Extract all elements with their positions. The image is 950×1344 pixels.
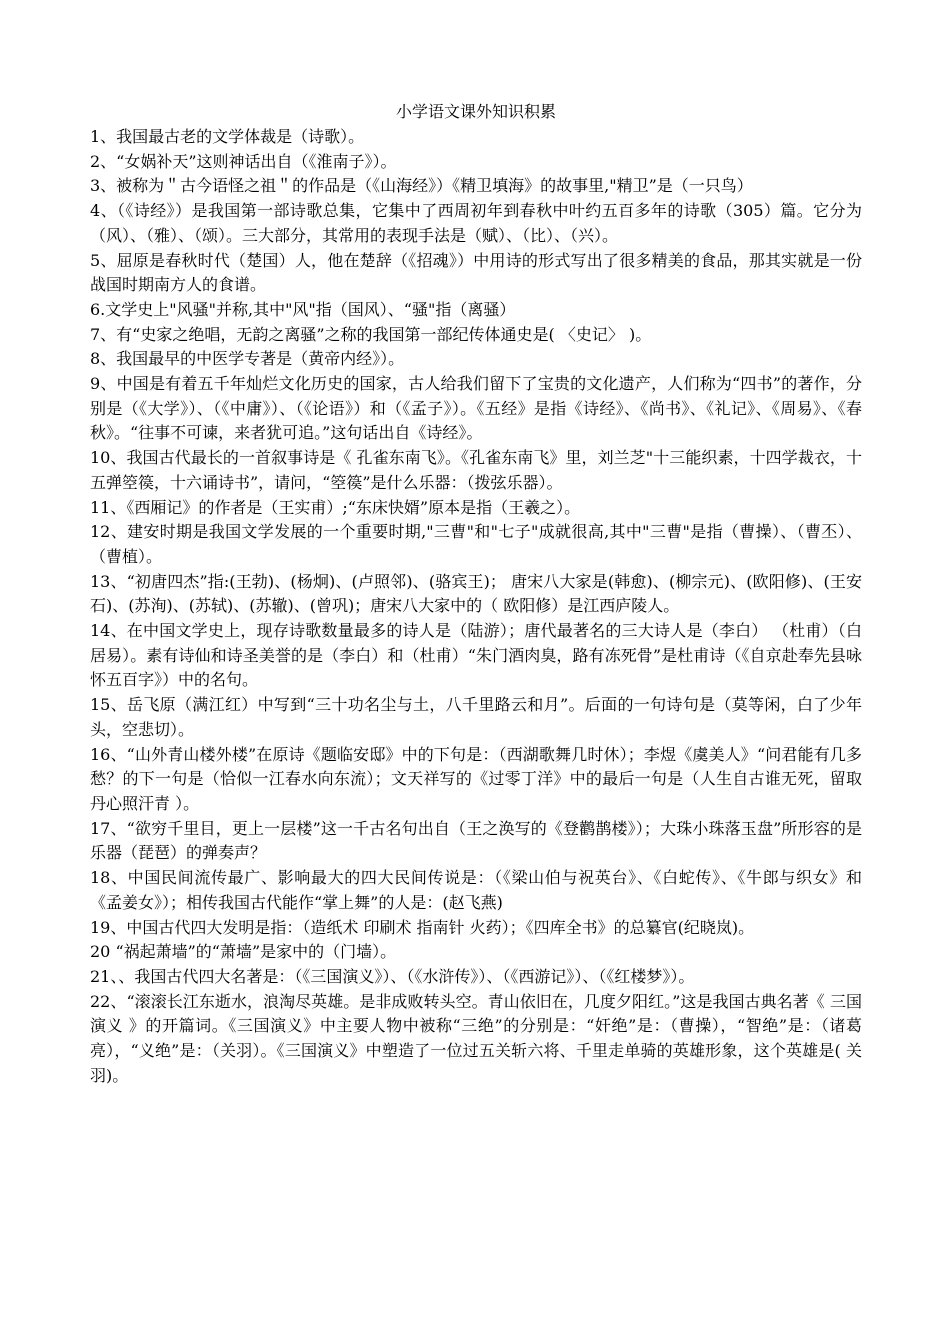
paragraph-9: 9、中国是有着五千年灿烂文化历史的国家，古人给我们留下了宝贵的文化遗产，人们称为“四书”的著作，分别是（《大学》）、（《中庸》）、（《论语》）和（《孟子》）。《五经》是指《诗经》、《尚书》、《礼记》、《周易》、《春秋》。“往事不可谏，来者犹可追。”这句话出自《诗经》。: [90, 374, 862, 443]
paragraph-16: 16、“山外青山楼外楼”在原诗《题临安邸》中的下句是：（西湖歌舞几时休）；李煜《虞美人》“问君能有几多愁？的下一句是（恰似一江春水向东流）；文天祥写的《过零丁洋》中的最后一句是（人生自古谁无死，留取丹心照汗青 ）。: [90, 744, 862, 813]
paragraph-21: 21、、我国古代四大名著是：（《三国演义》）、（《水浒传》）、（《西游记》）、（《红楼梦》）。: [90, 966, 695, 986]
document-body: [90, 125, 862, 1088]
paragraph-10: 10、我国古代最长的一首叙事诗是《 孔雀东南飞》。《孔雀东南飞》里，刘兰芝"十三能织素，十四学裁衣，十五弹箜篌，十六诵诗书”，请问，“箜篌”是什么乐器：（拨弦乐器）。: [90, 448, 862, 492]
paragraph-17: 17、“欲穷千里目，更上一层楼”这一千古名句出自（王之涣写的《登鹳鹊楼》）；大珠小珠落玉盘”所形容的是乐器（琵琶）的弹奏声？: [90, 818, 862, 863]
paragraph-11: 11、《西厢记》的作者是（王实甫）;“东床快婿”原本是指（王羲之）。: [90, 497, 581, 517]
paragraph-15: 15、岳飞原（满江红）中写到“三十功名尘与土，八千里路云和月”。后面的一句诗句是（莫等闲，白了少年头，空悲切）。: [90, 695, 862, 739]
document-page: [90, 100, 862, 1088]
paragraph-19: 19、中国古代四大发明是指：（造纸术 印刷术 指南针 火药）；《四库全书》的总纂官(纪晓岚)。: [90, 917, 755, 937]
paragraph-4: 4、（《诗经》）是我国第一部诗歌总集，它集中了西周初年到春秋中叶约五百多年的诗歌（305）篇。它分为（风）、（雅）、（颂）。三大部分，其常用的表现手法是（赋）、（比）、（兴）。: [90, 201, 862, 245]
paragraph-7: 7、有“史家之绝唱，无韵之离骚”之称的我国第一部纪传体通史是( 〈史记〉 )。: [90, 324, 652, 344]
paragraph-2: 2、“女娲补天”这则神话出自（《淮南子》）。: [90, 151, 397, 171]
document-title: 小学语文课外知识积累: [395, 102, 556, 121]
paragraph-1: 1、我国最古老的文学体裁是（诗歌）。: [90, 127, 365, 146]
paragraph-12: 12、建安时期是我国文学发展的一个重要时期,"三曹"和"七子"成就很高,其中"三曹"是指（曹操）、（曹丕）、（曹植）。: [90, 522, 862, 566]
paragraph-22: 22、“滚滚长江东逝水，浪淘尽英雄。是非成败转头空。青山依旧在，几度夕阳红。”这是我国古典名著《 三国演义 》的开篇词。《三国演义》中主要人物中被称“三绝”的分别是：“奸绝”是：（曹操），“智绝”是：（诸葛亮），“义绝”是：（关羽）。《三国演义》中塑造了一位过五关斩六将、千里走单骑的英雄形象，这个英雄是( 关羽)。: [90, 991, 862, 1085]
paragraph-18: 18、中国民间流传最广、影响最大的四大民间传说是：（《梁山伯与祝英台》、《白蛇传》、《牛郎与织女》和《孟姜女》）；相传我国古代能作“掌上舞”的人是：(赵飞燕): [90, 868, 862, 912]
paragraph-5: 5、屈原是春秋时代（楚国）人，他在楚辞（《招魂》）中用诗的形式写出了很多精美的食品，那其实就是一份战国时期南方人的食谱。: [90, 250, 862, 295]
paragraph-20: 20 “祸起萧墙”的“萧墙”是家中的（门墙）。: [90, 942, 397, 962]
paragraph-13: 13、“初唐四杰”指:(王勃)、(杨炯)、(卢照邻)、(骆宾王)； 唐宋八大家是(韩愈)、(柳宗元)、(欧阳修)、(王安石)、(苏洵)、(苏轼)、(苏辙)、(曾巩)；唐宋八大家中的（ 欧阳修）是江西庐陵人。: [90, 571, 862, 616]
paragraph-3: 3、被称为＂古今语怪之祖＂的作品是（《山海经》）《精卫填海》的故事里,"精卫”是（一只鸟）: [90, 176, 753, 196]
paragraph-14: 14、在中国文学史上，现存诗歌数量最多的诗人是（陆游）；唐代最著名的三大诗人是（李白） （杜甫）（白居易）。素有诗仙和诗圣美誉的是（李白）和（杜甫）“朱门酒肉臭，路有冻死骨”是杜甫诗（《自京赴奉先县咏怀五百字》）中的名句。: [90, 621, 862, 690]
paragraph-8: 8、我国最早的中医学专著是（黄帝内经》）。: [90, 349, 405, 369]
paragraph-6: 6.文学史上"风骚"并称,其中"风"指（国风）、“骚"指（离骚）: [90, 299, 516, 319]
